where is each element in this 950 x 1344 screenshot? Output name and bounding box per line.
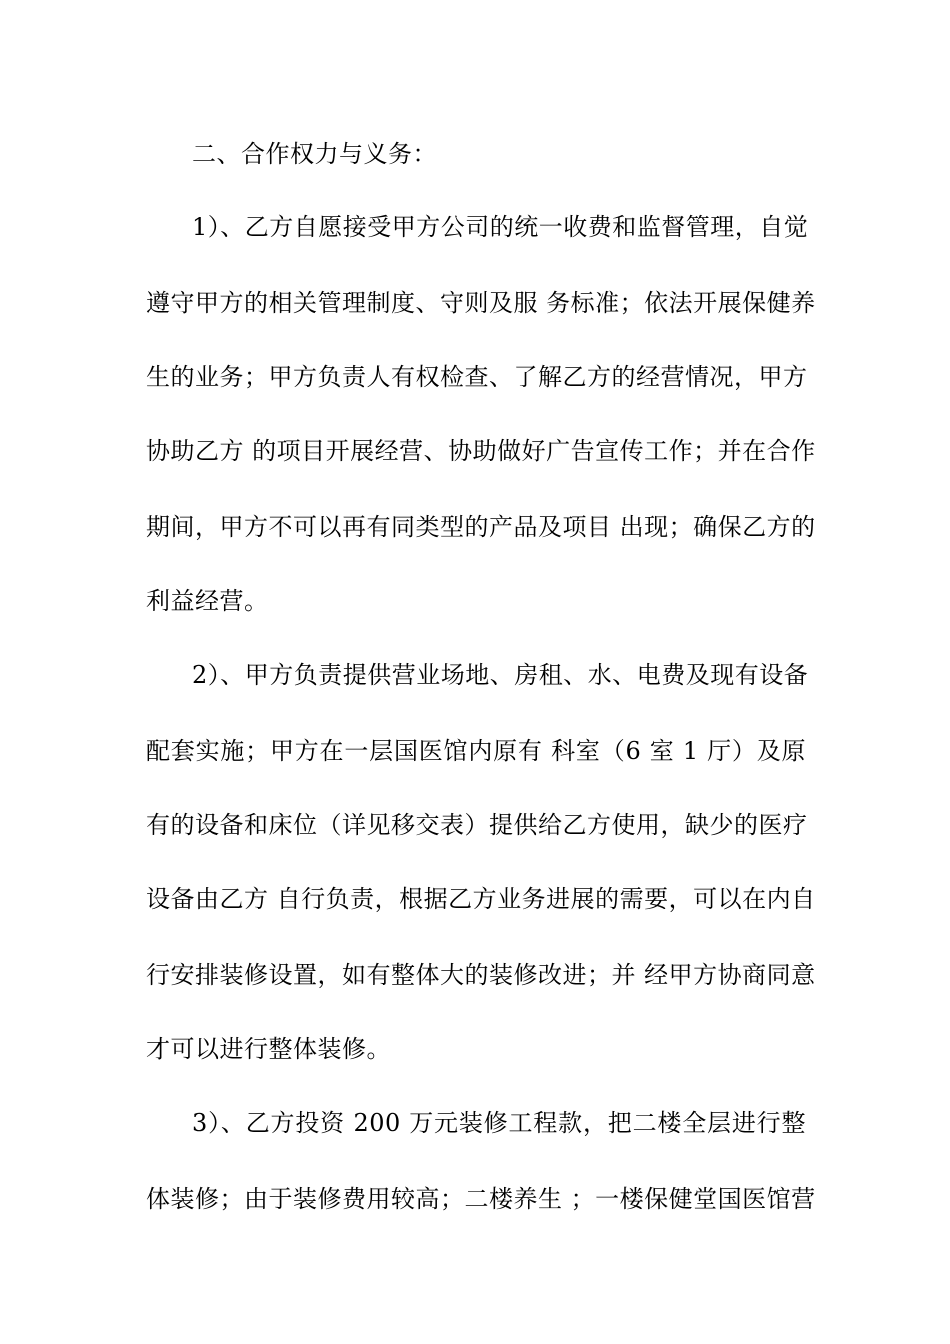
paragraph-line: 体装修；由于装修费用较高；二楼养生 ；一楼保健堂国医馆营 [146, 1185, 816, 1213]
paragraph-line: 2）、甲方负责提供营业场地、房租、水、电费及现有设备 [192, 661, 809, 689]
section-heading: 二、合作权力与义务： [192, 140, 437, 168]
paragraph-line: 利益经营。 [146, 587, 269, 615]
paragraph-line: 设备由乙方 自行负责，根据乙方业务进展的需要，可以在内自 [146, 885, 816, 913]
paragraph-line: 1）、乙方自愿接受甲方公司的统一收费和监督管理，自觉 [192, 213, 809, 241]
paragraph-line: 才可以进行整体装修。 [146, 1035, 391, 1063]
paragraph-line: 生的业务；甲方负责人有权检查、了解乙方的经营情况，甲方 [146, 363, 808, 391]
paragraph-line: 行安排装修设置，如有整体大的装修改进；并 经甲方协商同意 [146, 961, 816, 989]
paragraph-line: 3）、乙方投资 200 万元装修工程款，把二楼全层进行整 [192, 1109, 806, 1137]
paragraph-line: 遵守甲方的相关管理制度、守则及服 务标准；依法开展保健养 [146, 289, 816, 317]
paragraph-line: 期间，甲方不可以再有同类型的产品及项目 出现；确保乙方的 [146, 513, 816, 541]
paragraph-line: 配套实施；甲方在一层国医馆内原有 科室（6 室 1 厅）及原 [146, 737, 806, 765]
paragraph-line: 有的设备和床位（详见移交表）提供给乙方使用，缺少的医疗 [146, 811, 808, 839]
paragraph-line: 协助乙方 的项目开展经营、协助做好广告宣传工作；并在合作 [146, 437, 816, 465]
